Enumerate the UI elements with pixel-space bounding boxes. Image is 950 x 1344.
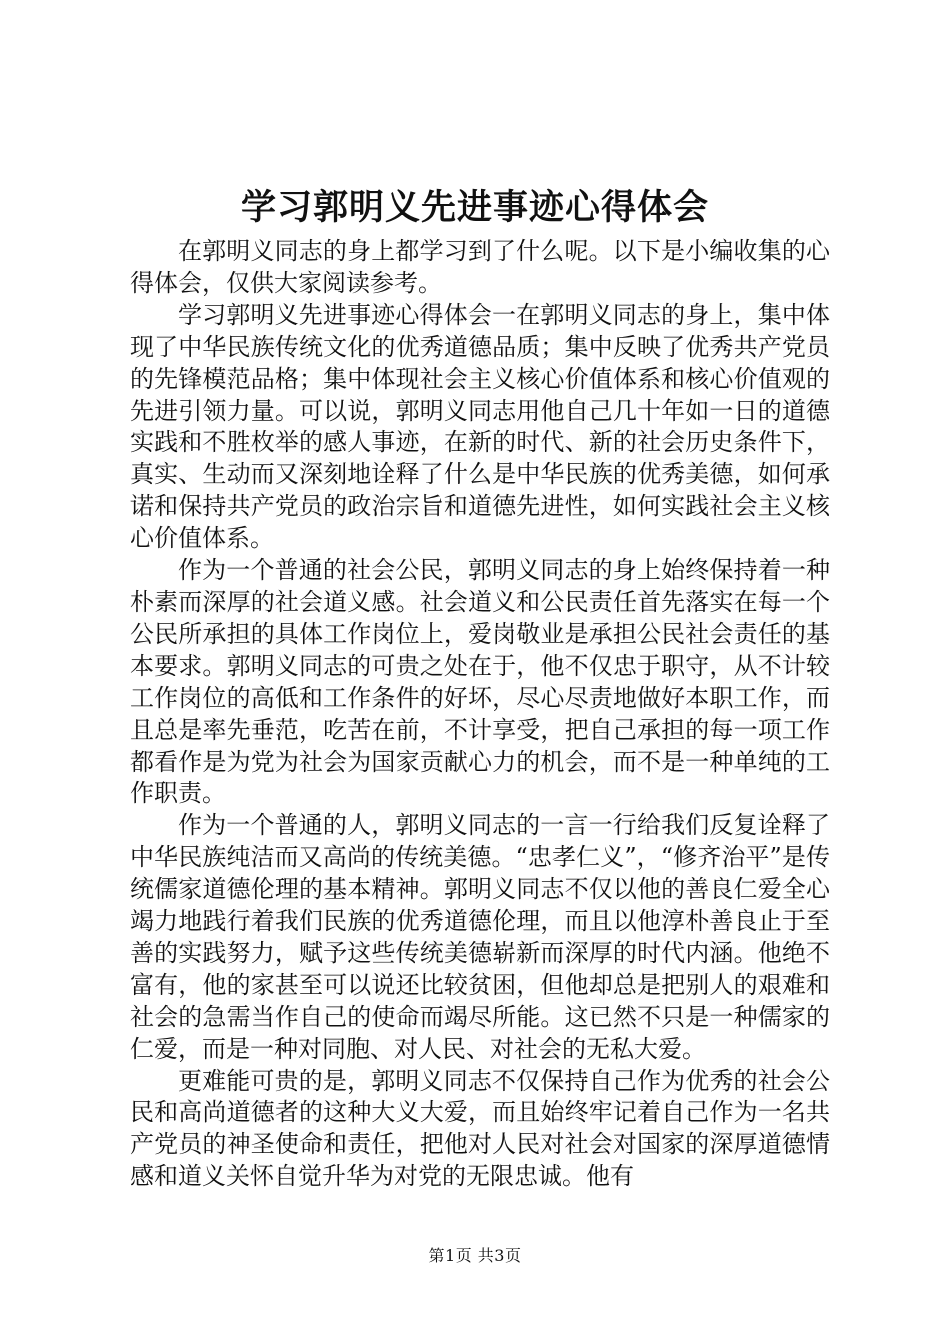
page-number-footer: 第1页 共3页 <box>428 1246 522 1265</box>
paragraph-4: 作为一个普通的人，郭明义同志的一言一行给我们反复诠释了中华民族纯洁而又高尚的传统美德。“忠孝仁义”，“修齐治平”是传统儒家道德伦理的基本精神。郭明义同志不仅以他的善良仁爱全心竭力地践行着我们民族的优秀道德伦理，而且以他淳朴善良止于至善的实践努力，赋予这些传统美德崭新而深厚的时代内涵。他绝不富有，他的家甚至可以说还比较贫困，但他却总是把别人的艰难和社会的急需当作自己的使命而竭尽所能。这已然不只是一种儒家的仁爱，而是一种对同胞、对人民、对社会的无私大爱。 <box>130 811 830 1063</box>
document-title: 学习郭明义先进事迹心得体会 <box>240 187 709 228</box>
document-body <box>130 236 830 1193</box>
paragraph-2: 学习郭明义先进事迹心得体会一在郭明义同志的身上，集中体现了中华民族传统文化的优秀道德品质；集中反映了优秀共产党员的先锋模范品格；集中体现社会主义核心价值体系和核心价值观的先进引领力量。可以说，郭明义同志用他自己几十年如一日的道德实践和不胜枚举的感人事迹，在新的时代、新的社会历史条件下，真实、生动而又深刻地诠释了什么是中华民族的优秀美德，如何承诺和保持共产党员的政治宗旨和道德先进性，如何实践社会主义核心价值体系。 <box>130 300 830 553</box>
paragraph-5: 更难能可贵的是，郭明义同志不仅保持自己作为优秀的社会公民和高尚道德者的这种大义大爱，而且始终牢记着自己作为一名共产党员的神圣使命和责任，把他对人民对社会对国家的深厚道德情感和道义关怀自觉升华为对党的无限忠诚。他有 <box>130 1066 830 1191</box>
paragraph-1: 在郭明义同志的身上都学习到了什么呢。以下是小编收集的心得体会，仅供大家阅读参考。 <box>130 237 830 297</box>
paragraph-3: 作为一个普通的社会公民，郭明义同志的身上始终保持着一种朴素而深厚的社会道义感。社会道义和公民责任首先落实在每一个公民所承担的具体工作岗位上，爱岗敬业是承担公民社会责任的基本要求。郭明义同志的可贵之处在于，他不仅忠于职守，从不计较工作岗位的高低和工作条件的好坏，尽心尽责地做好本职工作，而且总是率先垂范，吃苦在前，不计享受，把自己承担的每一项工作都看作是为党为社会为国家贡献心力的机会，而不是一种单纯的工作职责。 <box>130 556 830 808</box>
